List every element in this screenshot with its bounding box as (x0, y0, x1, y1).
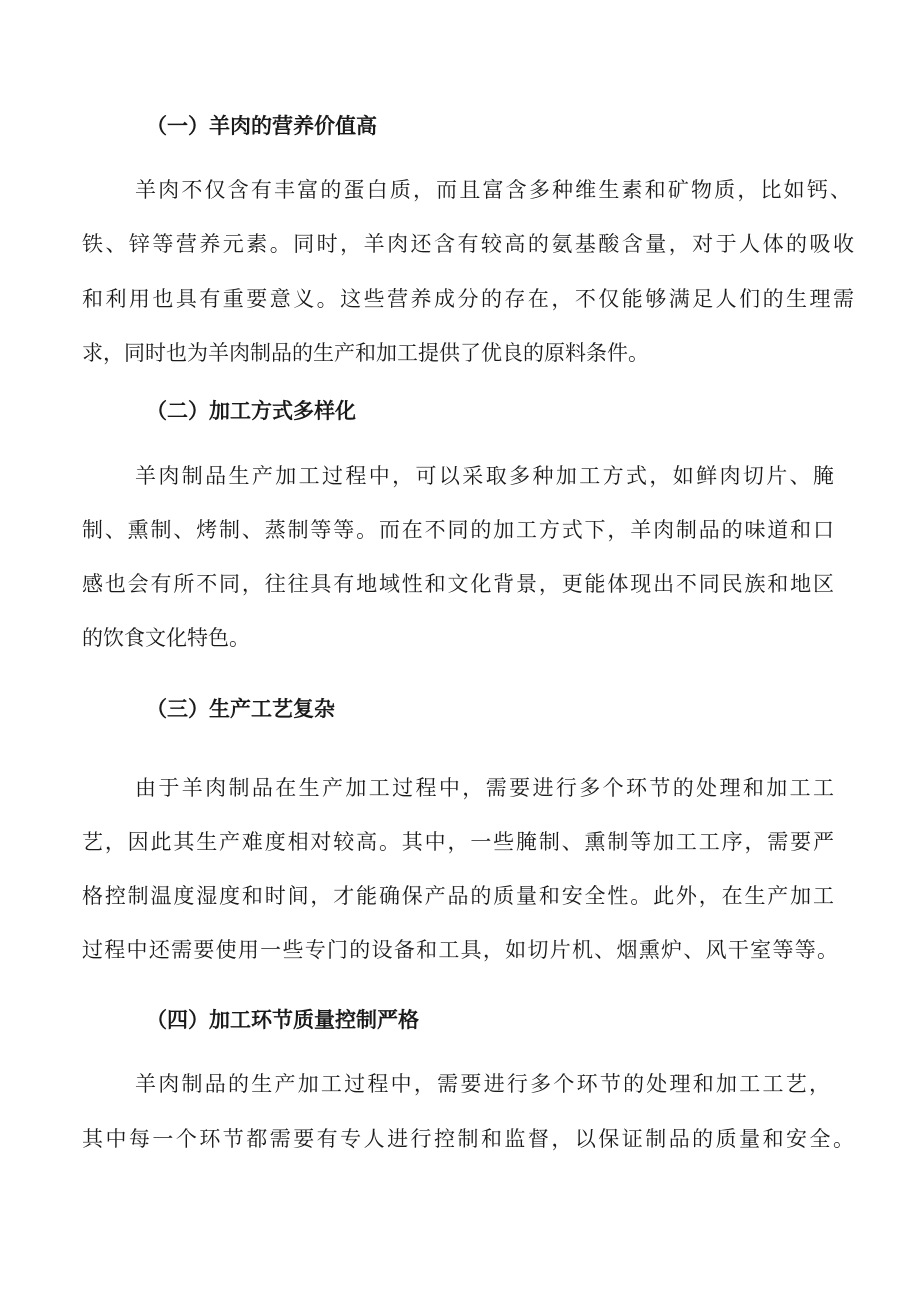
section-1-line-4: 求，同时也为羊肉制品的生产和加工提供了优良的原料条件。 (82, 341, 649, 365)
section-1-line-1: 羊肉不仅含有丰富的蛋白质，而且富含多种维生素和矿物质，比如钙、 (135, 178, 851, 202)
section-2-line-1: 羊肉制品生产加工过程中，可以采取多种加工方式，如鲜肉切片、腌 (135, 464, 834, 488)
section-1-line-2: 铁、锌等营养元素。同时，羊肉还含有较高的氨基酸含量，对于人体的吸收 (82, 232, 854, 256)
section-3-line-2: 艺，因此其生产难度相对较高。其中，一些腌制、熏制等加工工序，需要严 (82, 830, 834, 854)
section-1-line-3: 和利用也具有重要意义。这些营养成分的存在，不仅能够满足人们的生理需 (82, 287, 854, 311)
section-2-line-2: 制、熏制、烤制、蒸制等等。而在不同的加工方式下，羊肉制品的味道和口 (82, 518, 834, 542)
section-3-heading: （三）生产工艺复杂 (146, 696, 335, 721)
section-3-line-1: 由于羊肉制品在生产加工过程中，需要进行多个环节的处理和加工工 (135, 776, 834, 800)
section-3-line-3: 格控制温度湿度和时间，才能确保产品的质量和安全性。此外，在生产加工 (82, 884, 834, 908)
section-1-heading: （一）羊肉的营养价值高 (146, 113, 377, 138)
section-2-heading: （二）加工方式多样化 (146, 398, 356, 423)
section-4-line-2: 其中每一个环节都需要有专人进行控制和监督，以保证制品的质量和安全。 (82, 1127, 854, 1151)
section-2-line-4: 的饮食文化特色。 (82, 626, 250, 650)
section-4-line-1: 羊肉制品的生产加工过程中，需要进行多个环节的处理和加工工艺， (135, 1072, 830, 1096)
section-4-heading: （四）加工环节质量控制严格 (146, 1007, 419, 1032)
section-2-line-3: 感也会有所不同，往往具有地域性和文化背景，更能体现出不同民族和地区 (82, 572, 834, 596)
section-3-line-4: 过程中还需要使用一些专门的设备和工具，如切片机、烟熏炉、风干室等等。 (82, 938, 838, 962)
